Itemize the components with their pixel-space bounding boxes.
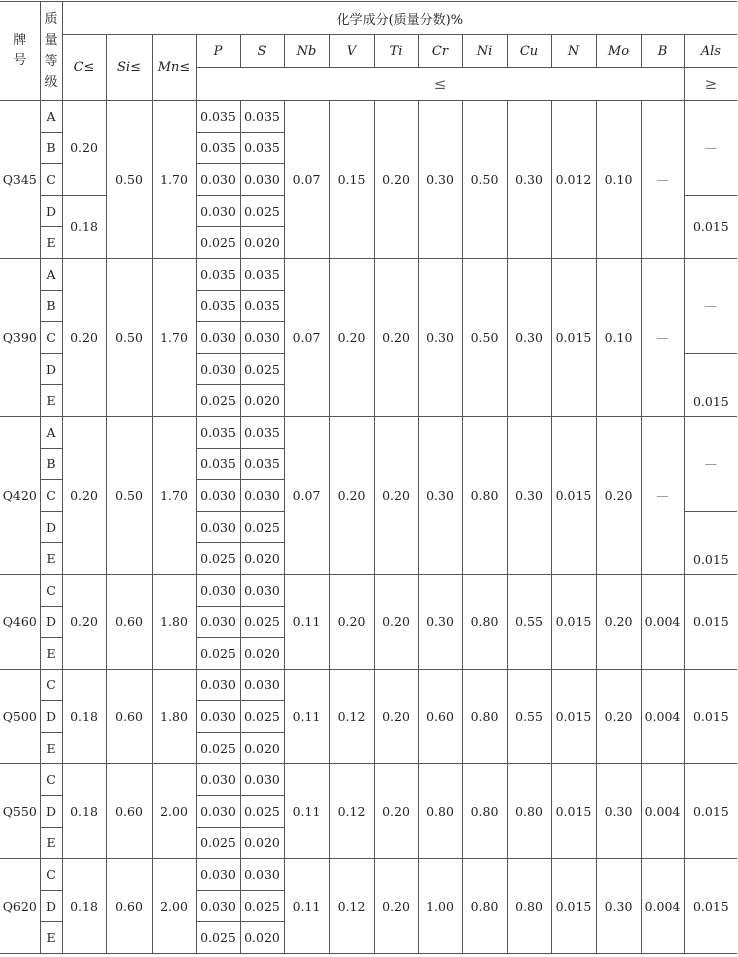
als-value-cell: 0.015 (684, 764, 737, 859)
n-value-cell: 0.015 (551, 859, 596, 954)
mo-value-cell: 0.20 (596, 416, 641, 574)
s-value-cell: 0.035 (240, 290, 284, 322)
b-value-cell: 0.004 (641, 859, 684, 954)
nb-value-cell: 0.11 (284, 764, 329, 859)
quality-level-cell: B (40, 132, 62, 164)
nb-value-cell: 0.11 (284, 574, 329, 669)
quality-level-cell: A (40, 101, 62, 133)
quality-level-cell: E (40, 732, 62, 764)
ti-value-cell: 0.20 (374, 416, 418, 574)
p-value-cell: 0.030 (196, 574, 240, 606)
cr-value-cell: 0.80 (418, 764, 462, 859)
quality-level-cell: C (40, 669, 62, 701)
table-row (0, 764, 737, 796)
p-value-cell: 0.030 (196, 480, 240, 512)
si-value-cell: 0.50 (106, 101, 152, 259)
col-header-Mn: Mn≤ (152, 35, 196, 101)
quality-level-cell: C (40, 480, 62, 512)
si-value-cell: 0.60 (106, 574, 152, 669)
quality-level-cell: C (40, 764, 62, 796)
p-value-cell: 0.025 (196, 543, 240, 575)
quality-level-cell: D (40, 353, 62, 385)
quality-level-cell: D (40, 796, 62, 828)
v-value-cell: 0.12 (329, 764, 374, 859)
col-header-P: P (196, 35, 240, 68)
quality-level-cell: A (40, 416, 62, 448)
p-value-cell: 0.035 (196, 101, 240, 133)
p-value-cell: 0.025 (196, 385, 240, 417)
n-value-cell: 0.015 (551, 764, 596, 859)
quality-level-cell: E (40, 385, 62, 417)
chemical-composition-table (0, 1, 737, 954)
cr-value-cell: 0.30 (418, 574, 462, 669)
mo-value-cell: 0.30 (596, 859, 641, 954)
als-value-cell: 0.015 (684, 669, 737, 764)
s-value-cell: 0.035 (240, 448, 284, 480)
b-value-cell: 0.004 (641, 764, 684, 859)
s-value-cell: 0.025 (240, 701, 284, 733)
mo-value-cell: 0.20 (596, 669, 641, 764)
s-value-cell: 0.035 (240, 258, 284, 290)
col-header-Cu: Cu (507, 35, 551, 68)
p-value-cell: 0.025 (196, 732, 240, 764)
n-value-cell: 0.015 (551, 416, 596, 574)
s-value-cell: 0.030 (240, 669, 284, 701)
b-value-cell: — (641, 258, 684, 416)
quality-level-cell: D (40, 701, 62, 733)
b-value-cell: — (641, 416, 684, 574)
si-value-cell: 0.60 (106, 764, 152, 859)
c-value-cell: 0.20 (62, 416, 106, 574)
col-header-Ti: Ti (374, 35, 418, 68)
p-value-cell: 0.030 (196, 195, 240, 227)
b-value-cell: 0.004 (641, 669, 684, 764)
p-value-cell: 0.035 (196, 290, 240, 322)
table-row (0, 669, 737, 701)
col-header-B: B (641, 35, 684, 68)
si-value-cell: 0.60 (106, 859, 152, 954)
p-value-cell: 0.035 (196, 132, 240, 164)
col-header-C: C≤ (62, 35, 106, 101)
s-value-cell: 0.030 (240, 480, 284, 512)
si-value-cell: 0.50 (106, 258, 152, 416)
cr-value-cell: 0.30 (418, 101, 462, 259)
p-value-cell: 0.030 (196, 890, 240, 922)
cu-value-cell: 0.30 (507, 101, 551, 259)
n-value-cell: 0.015 (551, 669, 596, 764)
v-value-cell: 0.20 (329, 574, 374, 669)
b-value-cell: — (641, 101, 684, 259)
b-value-cell: 0.004 (641, 574, 684, 669)
table-row (0, 101, 737, 133)
col-header-Cr: Cr (418, 35, 462, 68)
s-value-cell: 0.020 (240, 827, 284, 859)
n-value-cell: 0.015 (551, 574, 596, 669)
grade-cell-q620: Q620 (0, 859, 40, 954)
max-limit-symbol: ≤ (196, 68, 684, 101)
table-row (0, 416, 737, 448)
si-value-cell: 0.60 (106, 669, 152, 764)
p-value-cell: 0.025 (196, 638, 240, 670)
cu-value-cell: 0.80 (507, 764, 551, 859)
nb-value-cell: 0.11 (284, 669, 329, 764)
p-value-cell: 0.030 (196, 796, 240, 828)
p-value-cell: 0.030 (196, 701, 240, 733)
mn-value-cell: 1.80 (152, 669, 196, 764)
col-header-V: V (329, 35, 374, 68)
p-value-cell: 0.030 (196, 606, 240, 638)
s-value-cell: 0.025 (240, 606, 284, 638)
cr-value-cell: 1.00 (418, 859, 462, 954)
quality-level-cell: C (40, 164, 62, 196)
quality-level-cell: E (40, 227, 62, 259)
table-row (0, 859, 737, 891)
quality-level-cell: B (40, 290, 62, 322)
min-limit-symbol: ≥ (684, 68, 737, 101)
mn-value-cell: 1.70 (152, 416, 196, 574)
mo-value-cell: 0.20 (596, 574, 641, 669)
p-value-cell: 0.030 (196, 669, 240, 701)
quality-level-cell: B (40, 448, 62, 480)
p-value-cell: 0.035 (196, 258, 240, 290)
quality-level-cell: E (40, 922, 62, 954)
ni-value-cell: 0.80 (462, 859, 507, 954)
mo-value-cell: 0.10 (596, 101, 641, 259)
c-value-cell: 0.18 (62, 195, 106, 258)
mn-value-cell: 2.00 (152, 859, 196, 954)
s-value-cell: 0.020 (240, 543, 284, 575)
quality-level-cell: C (40, 574, 62, 606)
c-value-cell: 0.20 (62, 574, 106, 669)
ni-value-cell: 0.80 (462, 764, 507, 859)
cu-value-cell: 0.30 (507, 416, 551, 574)
s-value-cell: 0.035 (240, 416, 284, 448)
quality-level-cell: C (40, 322, 62, 354)
s-value-cell: 0.020 (240, 922, 284, 954)
mn-value-cell: 1.70 (152, 101, 196, 259)
als-value-cell: 0.015 (684, 195, 737, 258)
quality-level-cell: E (40, 827, 62, 859)
s-value-cell: 0.030 (240, 764, 284, 796)
cr-value-cell: 0.30 (418, 258, 462, 416)
ni-value-cell: 0.80 (462, 416, 507, 574)
s-value-cell: 0.025 (240, 353, 284, 385)
nb-value-cell: 0.07 (284, 258, 329, 416)
col-header-Ni: Ni (462, 35, 507, 68)
quality-level-header: 质 量 等 级 (40, 2, 62, 101)
ni-value-cell: 0.50 (462, 258, 507, 416)
quality-level-cell: A (40, 258, 62, 290)
grade-cell-q345: Q345 (0, 101, 40, 259)
cr-value-cell: 0.60 (418, 669, 462, 764)
ti-value-cell: 0.20 (374, 574, 418, 669)
table-row (0, 574, 737, 606)
quality-level-cell: C (40, 859, 62, 891)
c-value-cell: 0.20 (62, 258, 106, 416)
quality-level-cell: D (40, 606, 62, 638)
p-value-cell: 0.035 (196, 448, 240, 480)
s-value-cell: 0.030 (240, 164, 284, 196)
s-value-cell: 0.025 (240, 195, 284, 227)
c-value-cell: 0.20 (62, 101, 106, 196)
p-value-cell: 0.030 (196, 859, 240, 891)
mo-value-cell: 0.10 (596, 258, 641, 416)
header-row-1 (0, 2, 737, 35)
p-value-cell: 0.025 (196, 827, 240, 859)
v-value-cell: 0.12 (329, 669, 374, 764)
quality-level-cell: E (40, 543, 62, 575)
grade-header: 牌 号 (0, 2, 40, 101)
p-value-cell: 0.030 (196, 353, 240, 385)
col-header-S: S (240, 35, 284, 68)
ni-value-cell: 0.80 (462, 669, 507, 764)
col-header-Nb: Nb (284, 35, 329, 68)
grade-cell-q460: Q460 (0, 574, 40, 669)
als-value-cell: — (684, 101, 737, 196)
col-header-N: N (551, 35, 596, 68)
p-value-cell: 0.030 (196, 764, 240, 796)
p-value-cell: 0.025 (196, 922, 240, 954)
ti-value-cell: 0.20 (374, 101, 418, 259)
grade-cell-q550: Q550 (0, 764, 40, 859)
c-value-cell: 0.18 (62, 669, 106, 764)
p-value-cell: 0.030 (196, 511, 240, 543)
v-value-cell: 0.20 (329, 258, 374, 416)
cu-value-cell: 0.55 (507, 574, 551, 669)
ni-value-cell: 0.80 (462, 574, 507, 669)
nb-value-cell: 0.07 (284, 416, 329, 574)
ni-value-cell: 0.50 (462, 101, 507, 259)
v-value-cell: 0.20 (329, 416, 374, 574)
col-header-Si: Si≤ (106, 35, 152, 101)
als-value-cell: — (684, 416, 737, 511)
p-value-cell: 0.030 (196, 322, 240, 354)
grade-cell-q390: Q390 (0, 258, 40, 416)
mn-value-cell: 1.70 (152, 258, 196, 416)
si-value-cell: 0.50 (106, 416, 152, 574)
p-value-cell: 0.035 (196, 416, 240, 448)
s-value-cell: 0.020 (240, 732, 284, 764)
s-value-cell: 0.025 (240, 796, 284, 828)
p-value-cell: 0.025 (196, 227, 240, 259)
s-value-cell: 0.020 (240, 638, 284, 670)
als-value-cell: 0.015 (684, 859, 737, 954)
c-value-cell: 0.18 (62, 859, 106, 954)
v-value-cell: 0.12 (329, 859, 374, 954)
quality-level-cell: E (40, 638, 62, 670)
c-value-cell: 0.18 (62, 764, 106, 859)
als-value-cell: — (684, 258, 737, 353)
n-value-cell: 0.015 (551, 258, 596, 416)
mo-value-cell: 0.30 (596, 764, 641, 859)
chemical-composition-title: 化学成分(质量分数)% (62, 2, 737, 35)
s-value-cell: 0.020 (240, 385, 284, 417)
s-value-cell: 0.030 (240, 322, 284, 354)
p-value-cell: 0.030 (196, 164, 240, 196)
als-value-cell: 0.015 (684, 574, 737, 669)
grade-cell-q500: Q500 (0, 669, 40, 764)
col-header-Als: Als (684, 35, 737, 68)
cu-value-cell: 0.30 (507, 258, 551, 416)
grade-cell-q420: Q420 (0, 416, 40, 574)
ti-value-cell: 0.20 (374, 764, 418, 859)
als-value-cell: 0.015 (684, 353, 737, 416)
cu-value-cell: 0.80 (507, 859, 551, 954)
ti-value-cell: 0.20 (374, 669, 418, 764)
nb-value-cell: 0.07 (284, 101, 329, 259)
ti-value-cell: 0.20 (374, 258, 418, 416)
cu-value-cell: 0.55 (507, 669, 551, 764)
quality-level-cell: D (40, 195, 62, 227)
s-value-cell: 0.025 (240, 890, 284, 922)
als-value-cell: 0.015 (684, 511, 737, 574)
mn-value-cell: 1.80 (152, 574, 196, 669)
ti-value-cell: 0.20 (374, 859, 418, 954)
quality-level-cell: D (40, 890, 62, 922)
nb-value-cell: 0.11 (284, 859, 329, 954)
col-header-Mo: Mo (596, 35, 641, 68)
s-value-cell: 0.025 (240, 511, 284, 543)
header-row-2 (0, 35, 737, 68)
v-value-cell: 0.15 (329, 101, 374, 259)
s-value-cell: 0.030 (240, 859, 284, 891)
s-value-cell: 0.035 (240, 101, 284, 133)
table-row (0, 258, 737, 290)
s-value-cell: 0.020 (240, 227, 284, 259)
mn-value-cell: 2.00 (152, 764, 196, 859)
s-value-cell: 0.030 (240, 574, 284, 606)
s-value-cell: 0.035 (240, 132, 284, 164)
n-value-cell: 0.012 (551, 101, 596, 259)
quality-level-cell: D (40, 511, 62, 543)
cr-value-cell: 0.30 (418, 416, 462, 574)
